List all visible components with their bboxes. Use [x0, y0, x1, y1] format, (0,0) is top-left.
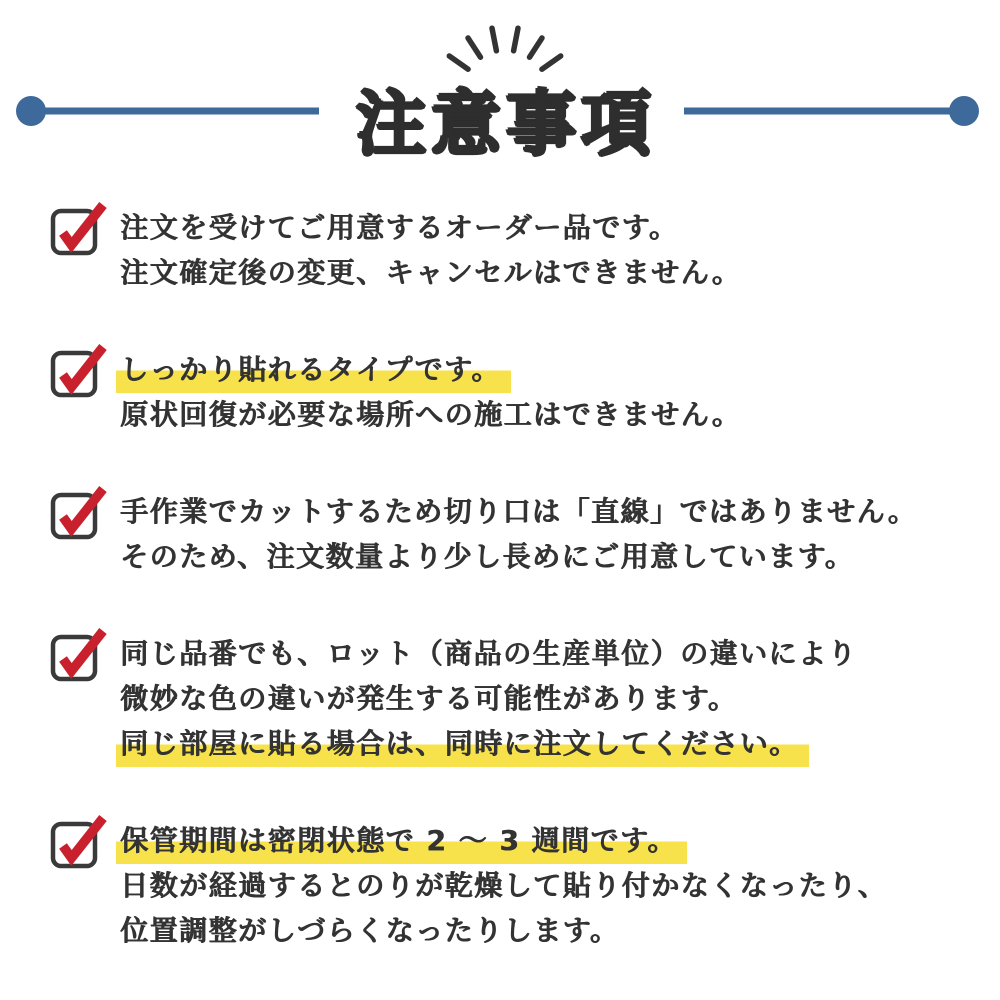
- precautions-checklist: [48, 205, 980, 1000]
- red-checked-checkbox-icon: [48, 483, 110, 543]
- burst-rays-icon: [449, 28, 560, 69]
- item-line: 注文確定後の変更、キャンセルはできません。: [120, 256, 742, 289]
- item-line: 手作業でカットするため切り口は「直線」ではありません。: [120, 495, 918, 528]
- red-checked-checkbox-icon: [48, 812, 110, 872]
- item-line: 微妙な色の違いが発生する可能性があります。: [120, 682, 738, 715]
- item-line-highlighted: 保管期間は密閉状態で 2 ～ 3 週間です。: [116, 824, 687, 864]
- item-text: [110, 205, 980, 295]
- item-line-highlighted: 同じ部屋に貼る場合は、同時に注文してください。: [116, 727, 809, 767]
- page-title: 注意事項: [356, 83, 656, 165]
- red-checked-checkbox-icon: [48, 625, 110, 685]
- item-line: 原状回復が必要な場所への施工はできません。: [120, 398, 742, 431]
- checklist-item: [48, 489, 980, 579]
- header: [0, 0, 1000, 200]
- checklist-item: [48, 631, 980, 766]
- checklist-item: [48, 347, 980, 437]
- item-text: [110, 489, 980, 579]
- item-line-highlighted: しっかり貼れるタイプです。: [116, 353, 511, 393]
- item-line: 注文を受けてご用意するオーダー品です。: [120, 211, 679, 244]
- red-checked-checkbox-icon: [48, 199, 110, 259]
- item-line: 日数が経過するとのりが乾燥して貼り付かなくなったり、: [120, 869, 888, 902]
- red-checked-checkbox-icon: [48, 341, 110, 401]
- checklist-item: [48, 205, 980, 295]
- item-line: 位置調整がしづらくなったりします。: [120, 914, 620, 947]
- item-text: [110, 347, 980, 437]
- item-text: [110, 631, 980, 766]
- checklist-item: [48, 818, 980, 953]
- item-text: [110, 818, 980, 953]
- item-line: 同じ品番でも、ロット（商品の生産単位）の違いにより: [120, 637, 857, 670]
- item-line: そのため、注文数量より少し長めにご用意しています。: [120, 540, 855, 573]
